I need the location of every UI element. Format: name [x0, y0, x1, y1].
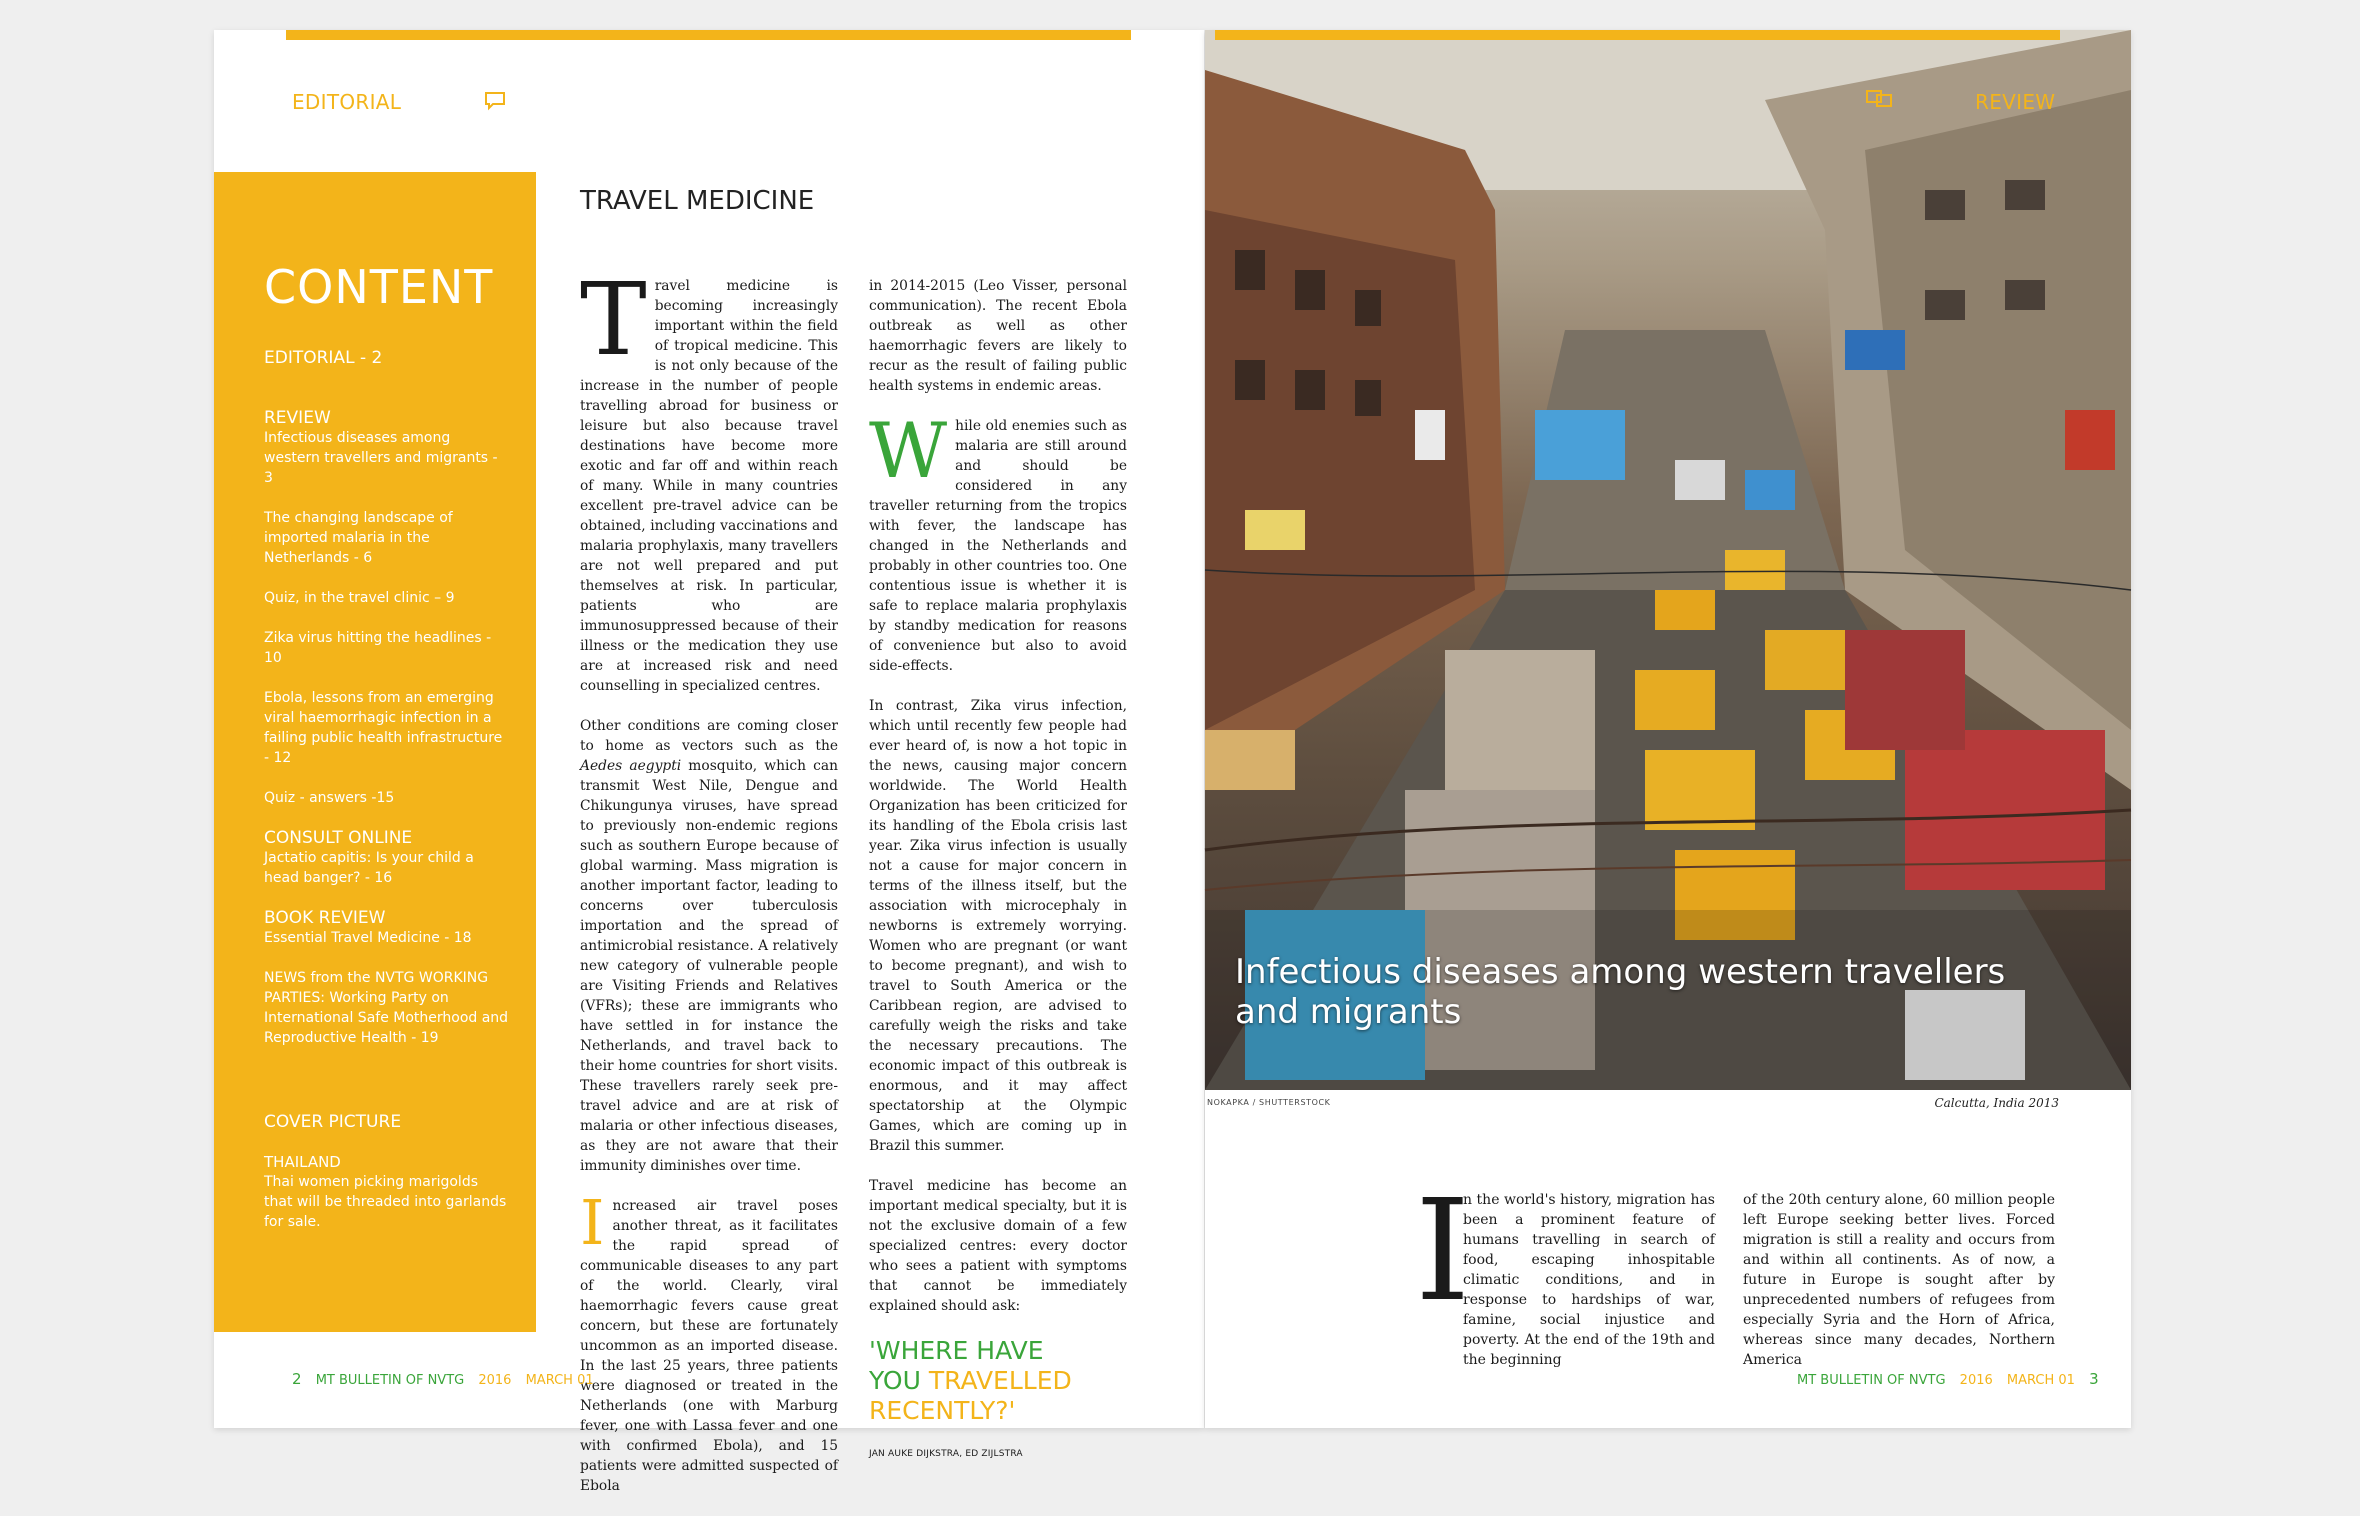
article-column-1 — [580, 261, 838, 1516]
article-title: TRAVEL MEDICINE — [580, 186, 815, 216]
double-bubble-icon — [1865, 88, 1895, 110]
footer-left — [292, 1370, 604, 1388]
drop-cap: T — [580, 261, 647, 378]
article-authors: JAN AUKE DIJKSTRA, ED ZIJLSTRA — [869, 1449, 1023, 1459]
street-scene-illustration — [1205, 30, 2131, 1090]
toc-item[interactable]: Zika virus hitting the headlines - 10 — [264, 630, 492, 666]
toc-cover-head: COVER PICTURE — [264, 1112, 402, 1132]
paragraph: Travel medicine has become an important medical specialty, but it is not the exclusive domain of a few specialized centres: every doctor who sees a patient with symptoms that cannot be immediately explained should ask: — [869, 1178, 1127, 1314]
article-column-2 — [869, 276, 1127, 1464]
paragraph: Travel medicine is becoming increasingly important within the field of tropical medicine. This is not only because of the increase in the number of people travelling abroad for business or leisure but also because travel destinations have become more exotic and far off and within reach of many. While in many countries excellent pre-travel advice can be obtained, including vaccinations and malaria prophylaxis, many travellers are not well prepared and put themselves at risk. In particular, patients who are immunosuppressed because of their illness or the medication they use are at increased risk and need counselling in specialized centres. — [580, 261, 838, 694]
toc-item[interactable]: NEWS from the NVTG WORKING PARTIES: Working Party on International Safe Motherhood and Reproductive Health - 19 — [264, 970, 509, 1046]
section-tag-review: REVIEW — [1975, 90, 2056, 114]
toc-item[interactable]: Quiz, in the travel clinic – 9 — [264, 590, 455, 606]
left-page — [214, 30, 1204, 1494]
pull-quote: 'WHERE HAVE YOU TRAVELLED RECENTLY?' — [869, 1336, 1072, 1425]
toc-review-head: REVIEW — [264, 408, 331, 428]
right-page — [1205, 30, 2131, 1428]
toc-item[interactable]: Essential Travel Medicine - 18 — [264, 930, 472, 946]
toc-item[interactable]: Ebola, lessons from an emerging viral haemorrhagic infection in a failing public health infrastructure - 12 — [264, 690, 503, 766]
footer-year: 2016 — [478, 1373, 512, 1388]
toc-consult-head: CONSULT ONLINE — [264, 828, 413, 848]
footer-issue: MARCH 01 — [2006, 1373, 2075, 1388]
top-accent-bar — [286, 30, 1131, 40]
intro-column-1: n the world's history, migration has been a prominent feature of humans travelling in search of food, escaping inhospitable climatic conditions, and in response to hardships of war, famine, social injustice and poverty. At the end of the 19th and the beginning — [1463, 1192, 1715, 1368]
paragraph: In contrast, Zika virus infection, which until recently few people had ever heard of, is now a hot topic in the news, causing major concern worldwide. The World Health Organization has been criticized for its handling of the Ebola crisis last year. Zika virus infection is usually not a cause for major concern in terms of the illness itself, but the association with microcephaly in newborns is extremely worrying. Women who are pregnant (or want to become pregnant), and wish to travel to South America or the Caribbean region, are advised to carefully weigh the risks and take the necessary precautions. The economic impact of this outbreak is enormous, and it may affect spectatorship at the Olympic Games, which are coming up in Brazil this summer. — [869, 698, 1127, 1154]
photo-credit: NOKAPKA / SHUTTERSTOCK — [1207, 1098, 1331, 1107]
toc-item[interactable]: The changing landscape of imported malaria in the Netherlands - 6 — [264, 510, 453, 566]
bulletin-name: MT BULLETIN OF NVTG — [315, 1373, 465, 1388]
page-number: 2 — [292, 1370, 302, 1388]
toc-editorial[interactable]: EDITORIAL - 2 — [264, 348, 383, 368]
street-photo — [1205, 30, 2131, 1090]
drop-cap: W — [869, 406, 948, 495]
table-of-contents — [214, 172, 536, 1332]
toc-title: CONTENT — [264, 260, 494, 314]
toc-cover-sub: THAILAND — [264, 1153, 341, 1171]
section-tag-editorial: EDITORIAL — [292, 90, 402, 114]
paragraph: Increased air travel poses another threat, as it facilitates the rapid spread of communicable diseases to any part of the world. Clearly, viral haemorrhagic fevers cause great concern, but these are fortunately uncommon as an imported disease. In the last 25 years, three patients were diagnosed or treated in the Netherlands (one with Marburg fever, one with Lassa fever and one with confirmed Ebola), and 15 patients were admitted suspected of Ebola — [580, 1186, 838, 1494]
photo-title: Infectious diseases among western travellers and migrants — [1235, 952, 2006, 1032]
page-number: 3 — [2089, 1370, 2099, 1388]
drop-cap: I — [1415, 1170, 1471, 1333]
top-accent-bar — [1215, 30, 2060, 40]
footer-right — [1797, 1370, 2109, 1388]
photo-location: Calcutta, India 2013 — [1934, 1096, 2059, 1110]
paragraph: While old enemies such as malaria are still around and should be considered in any traveller returning from the tropics with fever, the landscape has changed in the Netherlands and probably in other countries too. One contentious issue is whether it is safe to replace malaria prophylaxis by standby medication for reasons of convenience but also to avoid side-effects. — [869, 406, 1127, 674]
footer-issue: MARCH 01 — [525, 1373, 594, 1388]
toc-item[interactable]: Quiz - answers -15 — [264, 790, 395, 806]
paragraph: Other conditions are coming closer to home as vectors such as the Aedes aegypti mosquito, which can transmit West Nile, Dengue and Chikungunya viruses, have spread to previously non-endemic regions such as southern Europe because of global warming. Mass migration is another important factor, leading to concerns over tuberculosis importation and the spread of antimicrobial resistance. A relatively new category of vulnerable people are Visiting Friends and Relatives (VFRs); these are immigrants who have settled in for instance the Netherlands, and travel back to their home countries for short visits. These travellers rarely seek pre-travel advice and are at risk of malaria or other infectious diseases, as they are not aware that their immunity diminishes over time. — [580, 718, 838, 1174]
paragraph: in 2014-2015 (Leo Visser, personal communication). The recent Ebola outbreak as well as other haemorrhagic fevers are likely to recur as the result of failing public health systems in endemic areas. — [869, 278, 1127, 394]
footer-year: 2016 — [1959, 1373, 1993, 1388]
speech-bubble-icon — [484, 90, 506, 112]
toc-item[interactable]: Jactatio capitis: Is your child a head banger? - 16 — [264, 850, 474, 886]
bulletin-name: MT BULLETIN OF NVTG — [1797, 1373, 1946, 1388]
toc-item[interactable]: Infectious diseases among western travellers and migrants - 3 — [264, 430, 498, 486]
intro-column-2: of the 20th century alone, 60 million people left Europe seeking better lives. Forced migration is still a reality and occurs from and within all continents. As of now, a future in Europe is sought after by unprecedented numbers of refugees from especially Syria and the Horn of Africa, whereas since many decades, Northern America — [1743, 1192, 2055, 1368]
toc-book-head: BOOK REVIEW — [264, 908, 386, 928]
toc-cover-description: Thai women picking marigolds that will be threaded into garlands for sale. — [264, 1174, 507, 1230]
drop-cap: I — [580, 1186, 605, 1259]
